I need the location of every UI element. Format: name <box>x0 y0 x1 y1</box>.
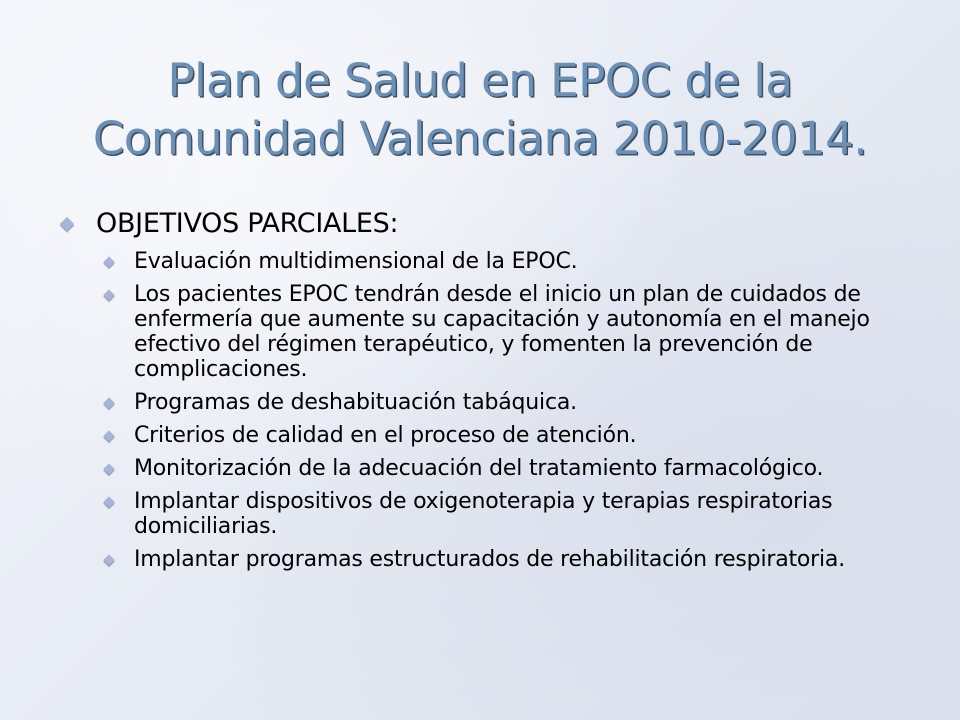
diamond-bullet-icon <box>103 554 114 565</box>
list-item-text: Programas de deshabituación tabáquica. <box>134 390 577 415</box>
title-line-1: Plan de Salud en EPOC de la <box>167 54 793 107</box>
list-item <box>134 282 922 382</box>
heading-text: OBJETIVOS PARCIALES: <box>96 208 399 239</box>
diamond-bullet-icon <box>103 289 114 300</box>
slide-body <box>62 207 922 580</box>
list-item-text: Los pacientes EPOC tendrán desde el inicio un plan de cuidados de enfermería que aumente su capacitación y autonomía en el manejo efectivo del régimen terapéutico, y fomenten la prevención de complicaciones. <box>134 282 870 382</box>
diamond-bullet-icon <box>103 256 114 267</box>
diamond-bullet-icon <box>103 397 114 408</box>
diamond-bullet-icon <box>103 463 114 474</box>
list-item-text: Criterios de calidad en el proceso de atención. <box>134 423 637 448</box>
diamond-bullet-icon <box>103 430 114 441</box>
diamond-bullet-icon <box>60 217 74 231</box>
list-item-text: Evaluación multidimensional de la EPOC. <box>134 249 578 274</box>
list-item <box>134 423 922 448</box>
list-item <box>134 489 922 539</box>
diamond-bullet-icon <box>103 496 114 507</box>
slide-title <box>0 52 960 168</box>
list-item <box>134 547 922 572</box>
title-line-2: Comunidad Valenciana 2010-2014. <box>92 112 868 165</box>
list-item <box>134 249 922 274</box>
list-item <box>134 390 922 415</box>
objectives-list <box>62 249 922 572</box>
list-item-text: Implantar programas estructurados de rehabilitación respiratoria. <box>134 547 846 572</box>
list-item-text: Monitorización de la adecuación del tratamiento farmacológico. <box>134 456 824 481</box>
heading-item <box>62 207 922 241</box>
list-item <box>134 456 922 481</box>
list-item-text: Implantar dispositivos de oxigenoterapia y terapias respiratorias domiciliarias. <box>134 489 833 539</box>
